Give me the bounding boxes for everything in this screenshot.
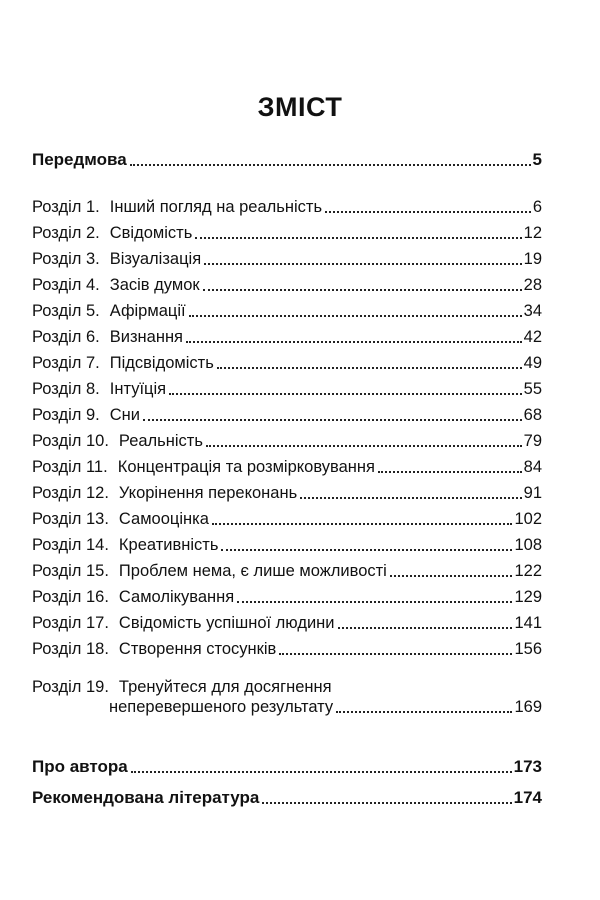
toc-page-number: 102	[514, 510, 542, 528]
dot-leader	[237, 600, 512, 603]
chapter-caption: Розділ 16.	[32, 588, 109, 606]
chapter-title: Визнання	[109, 328, 183, 346]
chapter-title: Сни	[109, 406, 140, 424]
dot-leader	[206, 444, 522, 447]
toc-page-number: 49	[523, 354, 542, 372]
chapter-caption: Розділ 10.	[32, 432, 109, 450]
dot-leader	[212, 522, 513, 525]
chapter-title: Самооцінка	[118, 510, 209, 528]
dot-leader	[338, 626, 513, 629]
toc-entry-chapter-15[interactable]	[32, 561, 542, 581]
toc-entry-label: Рекомендована література	[32, 788, 260, 807]
toc-page-number: 68	[523, 406, 542, 424]
chapter-title: Проблем нема, є лише можливості	[118, 562, 387, 580]
toc-entry-chapter-19-line1[interactable]	[32, 677, 332, 697]
toc-entry-chapter-18[interactable]	[32, 639, 542, 659]
chapter-title: Інший погляд на реальність	[109, 198, 323, 216]
toc-entry-chapter-3[interactable]	[32, 249, 542, 269]
toc-page-number: 84	[523, 458, 542, 476]
toc-entry-chapter-19-line2[interactable]	[109, 697, 542, 717]
dot-leader	[131, 770, 512, 773]
chapter-title: Свідомість успішної людини	[118, 614, 335, 632]
toc-entry-chapter-8[interactable]	[32, 379, 542, 399]
toc-entry-about-author[interactable]	[32, 757, 542, 777]
dot-leader	[262, 801, 511, 804]
dot-leader	[169, 392, 522, 395]
toc-page-number: 108	[514, 536, 542, 554]
toc-entry-chapter-13[interactable]	[32, 509, 542, 529]
dot-leader	[130, 163, 531, 166]
toc-entry-chapter-1[interactable]	[32, 197, 542, 217]
chapter-caption: Розділ 6.	[32, 328, 100, 346]
chapter-title-continuation: неперевершеного результату	[109, 698, 334, 716]
toc-page-number: 55	[523, 380, 542, 398]
chapter-caption: Розділ 11.	[32, 458, 108, 476]
chapter-title: Створення стосунків	[118, 640, 277, 658]
dot-leader	[189, 314, 522, 317]
chapter-title: Афірмації	[109, 302, 186, 320]
chapter-title: Тренуйтеся для досягнення	[118, 678, 332, 696]
toc-page-number: 34	[523, 302, 542, 320]
toc-page-number: 79	[523, 432, 542, 450]
chapter-title: Креативність	[118, 536, 219, 554]
toc-page-number: 6	[532, 198, 542, 216]
chapter-title: Самолікування	[118, 588, 235, 606]
chapter-caption: Розділ 5.	[32, 302, 100, 320]
toc-entry-chapter-14[interactable]	[32, 535, 542, 555]
dot-leader	[325, 210, 531, 213]
chapter-title: Візуалізація	[109, 250, 202, 268]
dot-leader	[217, 366, 522, 369]
dot-leader	[279, 652, 512, 655]
toc-entry-label: Передмова	[32, 150, 127, 169]
toc-entry-chapter-16[interactable]	[32, 587, 542, 607]
toc-entry-chapter-12[interactable]	[32, 483, 542, 503]
toc-page-number: 169	[514, 698, 542, 716]
toc-page-number: 19	[523, 250, 542, 268]
toc-page-number: 12	[523, 224, 542, 242]
chapter-title: Реальність	[118, 432, 203, 450]
chapter-title: Укорінення переконань	[118, 484, 298, 502]
chapter-caption: Розділ 2.	[32, 224, 100, 242]
dot-leader	[186, 340, 522, 343]
toc-entry-preface[interactable]	[32, 150, 542, 170]
chapter-caption: Розділ 1.	[32, 198, 100, 216]
dot-leader	[300, 496, 521, 499]
toc-page-number: 91	[523, 484, 542, 502]
chapter-caption: Розділ 15.	[32, 562, 109, 580]
dot-leader	[336, 710, 512, 713]
toc-page-number: 156	[514, 640, 542, 658]
toc-entry-chapter-2[interactable]	[32, 223, 542, 243]
chapter-caption: Розділ 19.	[32, 678, 109, 696]
toc-page-number: 28	[523, 276, 542, 294]
toc-page-number: 129	[514, 588, 542, 606]
toc-page-number: 141	[514, 614, 542, 632]
toc-entry-chapter-7[interactable]	[32, 353, 542, 373]
chapter-title: Інтуїція	[109, 380, 167, 398]
chapter-title: Підсвідомість	[109, 354, 214, 372]
dot-leader	[378, 470, 522, 473]
toc-entry-chapter-10[interactable]	[32, 431, 542, 451]
toc-entry-chapter-17[interactable]	[32, 613, 542, 633]
chapter-title: Засів думок	[109, 276, 200, 294]
toc-page-number: 122	[514, 562, 542, 580]
dot-leader	[203, 288, 522, 291]
dot-leader	[221, 548, 512, 551]
toc-page-number: 42	[523, 328, 542, 346]
chapter-caption: Розділ 7.	[32, 354, 100, 372]
chapter-caption: Розділ 18.	[32, 640, 109, 658]
dot-leader	[195, 236, 521, 239]
toc-entry-chapter-11[interactable]	[32, 457, 542, 477]
page-title: ЗМІСТ	[257, 92, 343, 122]
dot-leader	[204, 262, 522, 265]
chapter-caption: Розділ 17.	[32, 614, 109, 632]
chapter-caption: Розділ 14.	[32, 536, 109, 554]
chapter-caption: Розділ 4.	[32, 276, 100, 294]
toc-entry-recommended[interactable]	[32, 788, 542, 808]
dot-leader	[143, 418, 522, 421]
chapter-title: Концентрація та розмірковування	[117, 458, 375, 476]
chapter-caption: Розділ 8.	[32, 380, 100, 398]
toc-page-number: 173	[513, 757, 542, 776]
chapter-title: Свідомість	[109, 224, 193, 242]
toc-entry-label: Про автора	[32, 757, 128, 776]
toc-entry-chapter-5[interactable]	[32, 301, 542, 321]
chapter-caption: Розділ 9.	[32, 406, 100, 424]
toc-page-number: 174	[513, 788, 542, 807]
toc-entry-chapter-6[interactable]	[32, 327, 542, 347]
chapter-caption: Розділ 13.	[32, 510, 109, 528]
chapter-caption: Розділ 3.	[32, 250, 100, 268]
toc-page-number: 5	[532, 150, 542, 169]
toc-entry-chapter-9[interactable]	[32, 405, 542, 425]
toc-entry-chapter-4[interactable]	[32, 275, 542, 295]
chapter-caption: Розділ 12.	[32, 484, 109, 502]
dot-leader	[390, 574, 513, 577]
